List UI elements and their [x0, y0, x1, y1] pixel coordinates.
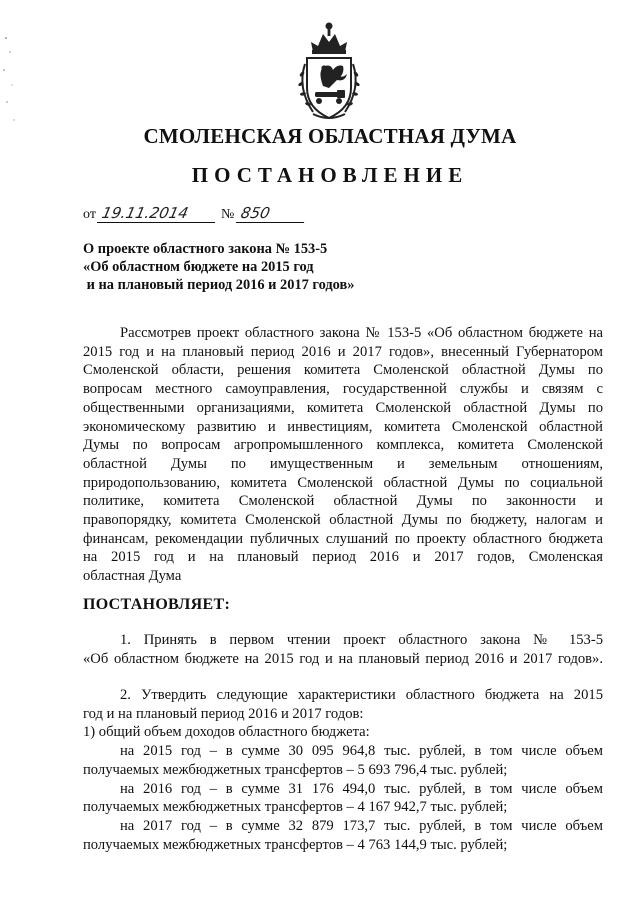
preamble-line: природопользованию, комитета Смоленской областной Думы по социальной	[83, 474, 603, 491]
revenue-2015-transfers: получаемых межбюджетных трансфертов – 5 693 796,4 тыс. рублей;	[83, 761, 508, 778]
preamble-line: правопорядку, комитета Смоленской областной Думы по бюджету, налогам и	[83, 512, 603, 529]
date-prefix: от	[83, 207, 96, 222]
item-1-line: «Об областном бюджете на 2015 год и на плановый период 2016 и 2017 годов».	[83, 650, 603, 667]
preamble-line: экономическому развитию и инвестициям, комитета Смоленской областной	[83, 418, 603, 435]
revenue-2017-transfers: получаемых межбюджетных трансфертов – 4 763 144,9 тыс. рублей;	[83, 836, 508, 853]
coat-of-arms-emblem	[293, 18, 365, 124]
preamble-line: областной Думы по имущественным и земельным отношениям,	[83, 455, 603, 472]
item-2-line: год и на плановый период 2016 и 2017 годов:	[83, 705, 364, 722]
item-2-paragraph	[83, 686, 603, 854]
item-1-line: 1. Принять в первом чтении проект областного закона № 153-5	[120, 632, 603, 648]
preamble-line: финансам, рекомендации публичных слушаний по проекту областного бюджета	[83, 530, 603, 547]
preamble-line: Думы по вопросам агропромышленного комплекса, комитета Смоленской	[83, 437, 603, 454]
organization-title: СМОЛЕНСКАЯ ОБЛАСТНАЯ ДУМА	[143, 124, 517, 148]
subject-line: и на плановый период 2016 и 2017 годов»	[83, 277, 355, 293]
preamble-paragraph	[83, 324, 603, 586]
revenue-2015-line: на 2015 год – в сумме 30 095 964,8 тыс. рублей, в том числе объем	[120, 743, 603, 760]
subject-line: О проекте областного закона № 153-5	[83, 241, 328, 257]
preamble-line: политике, комитета Смоленской областной Думы по законности и	[83, 493, 603, 510]
item-2-subitem: 1) общий объем доходов областного бюджета:	[83, 724, 370, 741]
subject-line: «Об областном бюджете на 2015 год	[83, 259, 314, 275]
preamble-line: 2015 год и на плановый период 2016 и 2017 годов», внесенный Губернатором	[83, 343, 603, 360]
revenue-2016-line: на 2016 год – в сумме 31 176 494,0 тыс. рублей, в том числе объем	[120, 780, 603, 797]
date-number-line	[83, 204, 306, 223]
preamble-line: общественными организациями, комитета Смоленской областной Думы по	[83, 399, 603, 416]
preamble-line: вопросам местного самоуправления, государственной службы и связям с	[83, 381, 603, 398]
preamble-line: Рассмотрев проект областного закона № 153-5 «Об областном бюджете на	[120, 325, 603, 341]
item-2-line: 2. Утвердить следующие характеристики областного бюджета на 2015	[120, 687, 603, 703]
revenue-2017-line: на 2017 год – в сумме 32 879 173,7 тыс. рублей, в том числе объем	[120, 817, 603, 834]
preamble-line: Смоленской области, решения комитета Смоленской областной Думы по	[83, 362, 603, 379]
number-value-handwritten: 850	[236, 204, 308, 223]
item-1-paragraph	[83, 631, 603, 668]
preamble-line: на 2015 год и на плановый период 2016 и 2017 годов, Смоленская	[83, 549, 603, 566]
date-value-handwritten: 19.11.2014	[97, 204, 219, 223]
preamble-line: областная Дума	[83, 568, 182, 585]
number-prefix: №	[220, 207, 235, 222]
revenue-2016-transfers: получаемых межбюджетных трансфертов – 4 167 942,7 тыс. рублей;	[83, 799, 508, 816]
document-type-title: ПОСТАНОВЛЕНИЕ	[191, 163, 469, 187]
subject-block	[83, 240, 354, 294]
resolves-heading: ПОСТАНОВЛЯЕТ:	[83, 596, 231, 613]
